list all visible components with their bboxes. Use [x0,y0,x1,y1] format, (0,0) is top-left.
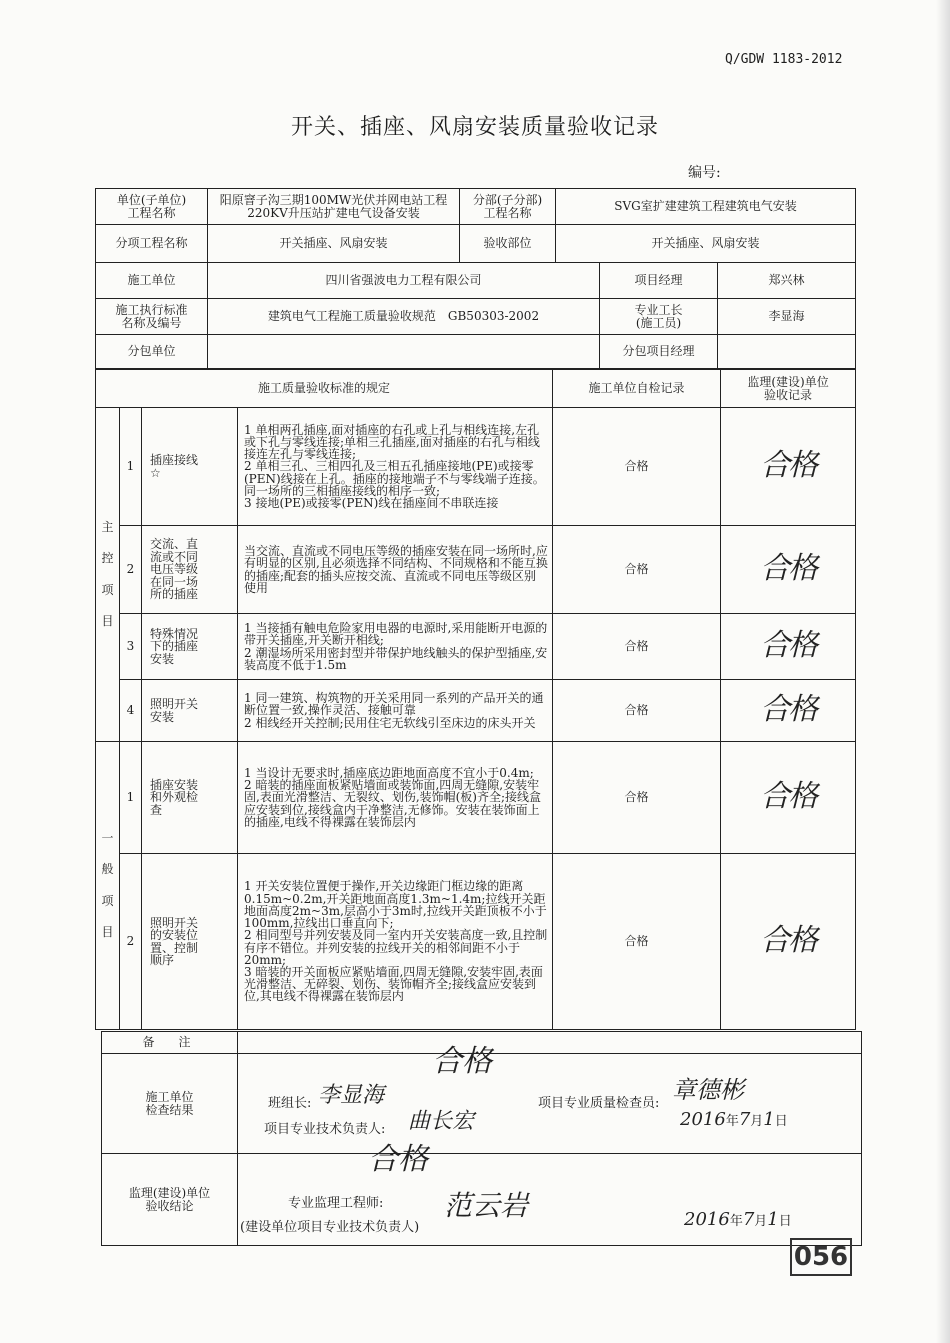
engineer-signature: 范云岩 [444,1189,529,1222]
handwritten-supervision-result: 合格 [721,742,856,854]
subitem-label: 分项工程名称 [96,225,208,263]
standard-label: 施工执行标准 名称及编号 [96,299,208,335]
date-year-unit: 年 [729,1214,743,1229]
date-month-unit: 月 [754,1214,768,1229]
team-leader-label: 班组长: [268,1096,312,1111]
item-no: 3 [120,614,142,680]
supervision-result-cell [238,1142,862,1246]
date-month: 7 [738,1109,751,1130]
main-items-group-label: 主 控 项 目 [96,408,120,742]
handwritten-supervision-result: 合格 [721,680,856,742]
standard-code: Q/GDW 1183-2012 [725,52,843,67]
unit-value: 阳原窨子沟三期100MW光伏并网电站工程 220KV升压站扩建电气设备安装 [208,189,460,225]
col-standard: 施工质量验收标准的规定 [96,370,553,408]
foreman-value: 李显海 [718,299,856,335]
handwritten-supervision-result: 合格 [721,526,856,614]
self-check-result: 合格 [553,614,721,680]
general-items-group-label: 一 般 项 目 [96,742,120,1030]
item-requirement: 1 当接插有触电危险家用电器的电源时,采用能断开电源的带开关插座,开关断开相线; 2 潮湿场所采用密封型并带保护地线触头的保护型插座,安装高度不低于1.5m [238,614,553,680]
subcontractor-label: 分包单位 [96,335,208,369]
main-item-row [96,526,856,614]
self-check-result: 合格 [553,408,721,526]
main-item-row [96,408,856,526]
item-no: 2 [120,526,142,614]
remarks-label: 备 注 [102,1032,238,1054]
item-no: 2 [120,854,142,1030]
col-self-check: 施工单位自检记录 [553,370,721,408]
item-requirement: 1 当设计无要求时,插座底边距地面高度不宜小于0.4m; 2 暗装的插座面板紧贴墙面或装饰面,四周无缝隙,安装牢固,表面光滑整洁、无裂纹、划伤,装饰帽(板)齐全;接线盒应安装到位,接线盒内干净整洁,无修饰。安装在装饰面上的插座,电线不得裸露在装饰层内 [238,742,553,854]
foreman-label: 专业工长 (施工员) [600,299,718,335]
item-no: 4 [120,680,142,742]
general-item-row [96,854,856,1030]
unit-label: 单位(子单位) 工程名称 [96,189,208,225]
supervision-result-label: 监理(建设)单位 验收结论 [102,1154,238,1246]
inspector-signature: 章德彬 [672,1076,744,1104]
supervision-date [684,1209,792,1230]
handwritten-supervision-result: 合格 [721,854,856,1030]
date-year: 2016 [680,1109,726,1130]
section-label: 分部(子分部) 工程名称 [460,189,556,225]
page-title: 开关、插座、风扇安装质量验收记录 [290,115,659,140]
sub-pm-label: 分包项目经理 [600,335,718,369]
engineer-label: 专业监理工程师: [288,1196,384,1211]
scan-edge-shadow [936,0,950,1343]
item-name: 插座接线 ☆ [142,408,238,526]
remarks-value [238,1032,862,1054]
handwritten-result: 合格 [432,1044,492,1079]
item-name: 照明开关 安装 [142,680,238,742]
contractor-date [680,1109,788,1130]
signoff-table [101,1031,862,1246]
date-year-unit: 年 [725,1114,739,1129]
handwritten-supervision-result: 合格 [721,408,856,526]
item-name: 交流、直 流或不同 电压等级 在同一场 所的插座 [142,526,238,614]
date-day-unit: 日 [774,1114,788,1129]
item-requirement: 当交流、直流或不同电压等级的插座安装在同一场所时,应有明显的区别,且必须选择不同结构、不同规格和不能互换的插座;配套的插头应按交流、直流或不同电压等级区别使用 [238,526,553,614]
page-number-stamp: 056 [790,1238,852,1276]
date-month-unit: 月 [750,1114,764,1129]
item-name: 插座安装 和外观检 查 [142,742,238,854]
item-requirement: 1 同一建筑、构筑物的开关采用同一系列的产品开关的通断位置一致,操作灵活、接触可靠 2 相线经开关控制;民用住宅无软线引至床边的床头开关 [238,680,553,742]
tech-lead-label: 项目专业技术负责人: [264,1122,386,1137]
contractor-result-label: 施工单位 检查结果 [102,1054,238,1154]
contractor-result-cell [238,1044,862,1154]
item-requirement: 1 开关安装位置便于操作,开关边缘距门框边缘的距离0.15m~0.2m,开关距地面高度1.3m~1.4m;拉线开关距地面高度2m~3m,层高小于3m时,拉线开关距顶板不小于100mm,拉线出口垂直向下; 2 相同型号并列安装及同一室内开关安装高度一致,且控制有序不错位。并列安装的拉线开关的相邻间距不小于20mm; 3 暗装的开关面板应紧贴墙面,四周无缝隙,安装牢固,表面光滑整洁、无碎裂、划伤、装饰帽齐全;接线盒应安装到位,其电线不得裸露在装饰层内 [238,854,553,1030]
item-no: 1 [120,408,142,526]
general-item-row [96,742,856,854]
team-leader-signature: 李显海 [318,1083,385,1108]
item-name: 照明开关 的安装位 置、控制 顺序 [142,854,238,1030]
main-item-row [96,614,856,680]
date-day-unit: 日 [778,1214,792,1229]
inspector-label: 项目专业质量检查员: [538,1096,660,1111]
tech-lead-signature: 曲长宏 [408,1109,475,1134]
date-year: 2016 [684,1209,730,1230]
info-table [95,188,856,369]
date-month: 7 [742,1209,755,1230]
item-name: 特殊情况 下的插座 安装 [142,614,238,680]
subitem-value: 开关插座、风扇安装 [208,225,460,263]
pm-label: 项目经理 [600,263,718,299]
pm-value: 郑兴林 [718,263,856,299]
date-day: 1 [763,1109,775,1130]
col-supervision: 监理(建设)单位 验收记录 [721,370,856,408]
contractor-value: 四川省强波电力工程有限公司 [208,263,600,299]
accept-part-label: 验收部位 [460,225,556,263]
self-check-result: 合格 [553,742,721,854]
self-check-result: 合格 [553,854,721,1030]
standard-value: 建筑电气工程施工质量验收规范 GB50303-2002 [208,299,600,335]
self-check-result: 合格 [553,680,721,742]
accept-part-value: 开关插座、风扇安装 [556,225,856,263]
inspection-table [95,369,856,1030]
subcontractor-value [208,335,600,369]
owner-tech-label: (建设单位项目专业技术负责人) [240,1220,420,1235]
date-day: 1 [767,1209,779,1230]
handwritten-result: 合格 [368,1142,428,1177]
main-item-row [96,680,856,742]
self-check-result: 合格 [553,526,721,614]
contractor-label: 施工单位 [96,263,208,299]
serial-label: 编号: [688,165,721,181]
item-no: 1 [120,742,142,854]
handwritten-supervision-result: 合格 [721,614,856,680]
sub-pm-value [718,335,856,369]
section-value: SVG室扩建建筑工程建筑电气安装 [556,189,856,225]
item-requirement: 1 单相两孔插座,面对插座的右孔或上孔与相线连接,左孔或下孔与零线连接;单相三孔插座,面对插座的右孔与相线接连左孔与零线连接; 2 单相三孔、三相四孔及三相五孔插座接地(PE)或接零(PEN)线接在上孔。插座的接地端子不与零线端子连接。同一场所的三相插座接线的相序一致; 3 接地(PE)或接零(PEN)线在插座间不串联连接 [238,408,553,526]
